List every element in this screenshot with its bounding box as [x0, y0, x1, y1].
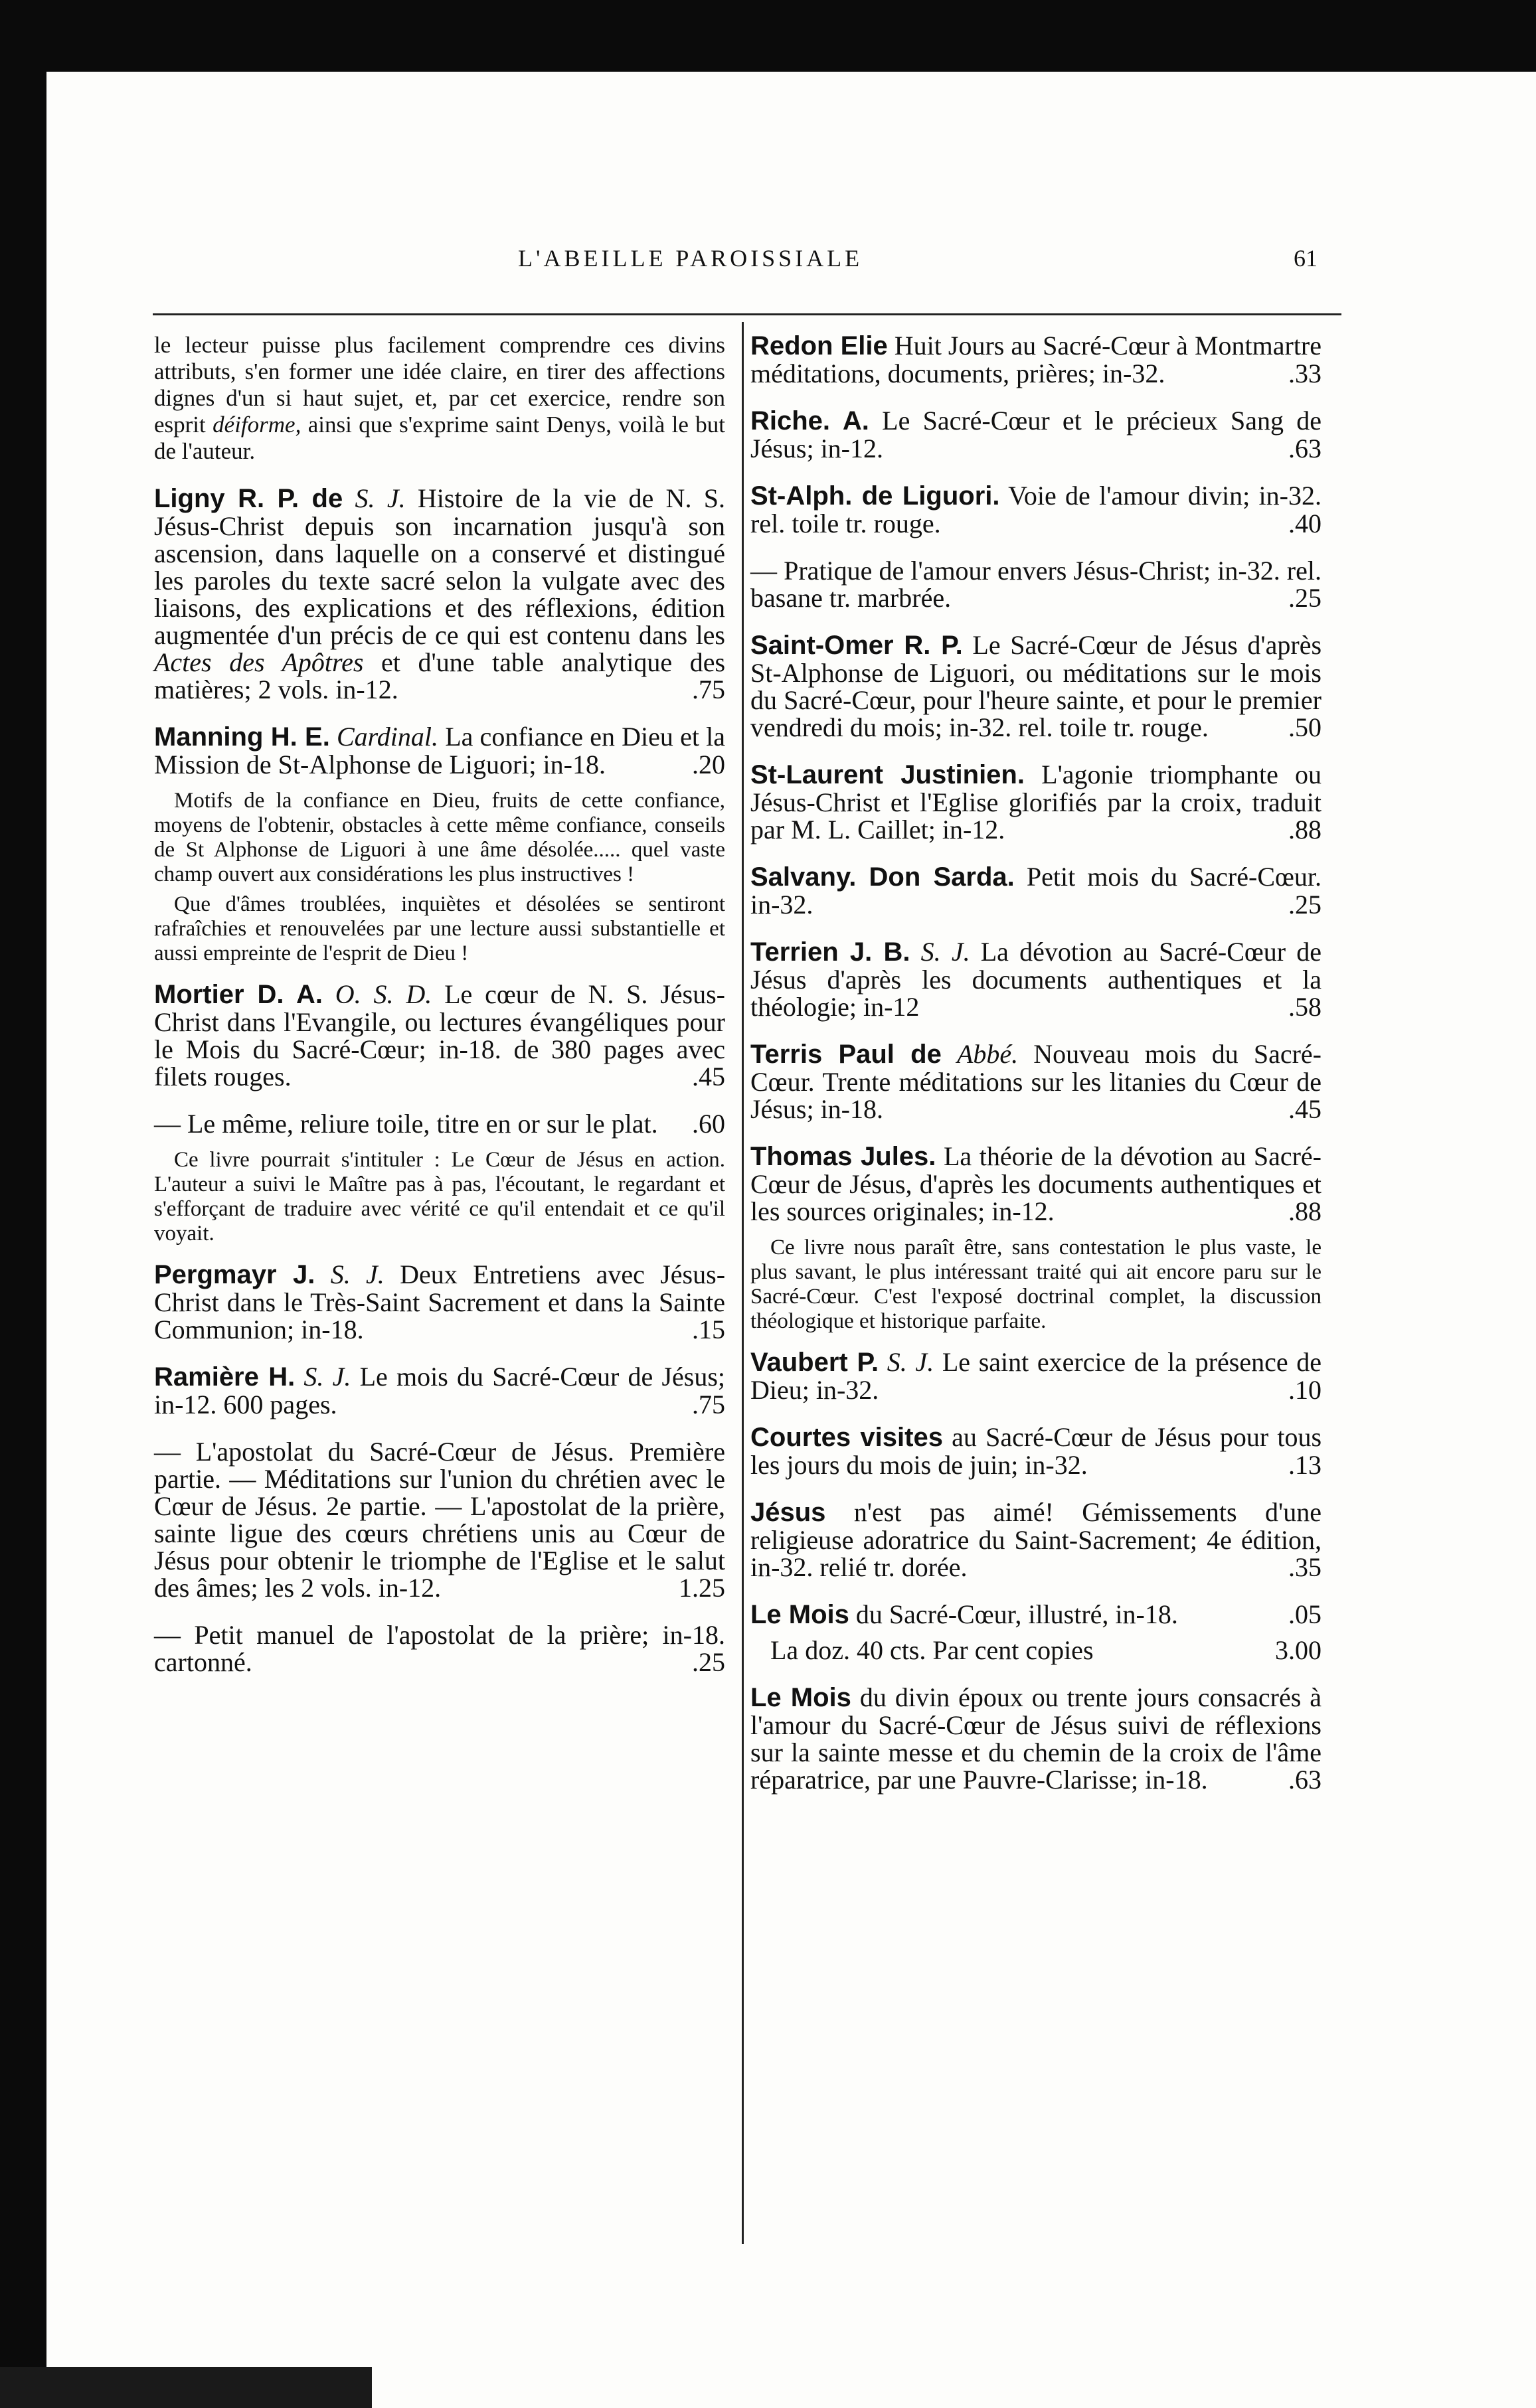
- right-column: [750, 332, 1322, 1813]
- left-column: [154, 332, 725, 1696]
- entry-author: Saint-Omer R. P.: [750, 631, 963, 660]
- catalog-entry-ligny: [154, 485, 725, 703]
- catalog-entry-le-mois-dozen: [750, 1637, 1322, 1664]
- catalog-entry-le-mois-epoux: [750, 1684, 1322, 1793]
- header-rule: [153, 313, 1341, 315]
- catalog-entry-pergmayr: [154, 1261, 725, 1343]
- entry-text: Petit mois du Sacré-Cœur. in-32.: [750, 862, 1322, 920]
- entry-price: .13: [1288, 1450, 1322, 1480]
- catalog-entry-mortier: [154, 981, 725, 1090]
- entry-author: Redon Elie: [750, 331, 888, 361]
- catalog-entry-liguori: [750, 482, 1322, 537]
- entry-text-italic: Actes des Apôtres: [154, 647, 364, 677]
- entry-price: .58: [1288, 992, 1322, 1022]
- intro-end: ainsi que s'exprime saint Denys, voilà le but de l'auteur.: [154, 412, 726, 464]
- entry-author: Le Mois: [750, 1683, 851, 1712]
- entry-text: — L'apostolat du Sacré-Cœur de Jésus. Première partie. — Méditations sur l'union du chrétien avec le Cœur de Jésus. 2e partie. — L'apostolat de la prière, sainte ligue des cœurs chrétiens unis au Cœur de Jésus pour obtenir le triomphe de l'Eglise et le salut des âmes; les 2 vols. in-12.: [154, 1437, 725, 1603]
- catalog-entry-redon: [750, 332, 1322, 387]
- catalog-entry-ramiere-manuel: [154, 1621, 725, 1676]
- entry-order: S. J.: [303, 1362, 351, 1392]
- entry-price: .60: [692, 1109, 725, 1139]
- entry-price: 3.00: [1275, 1635, 1322, 1665]
- scan-border-left: [0, 0, 46, 2408]
- entry-price: .40: [1288, 509, 1322, 538]
- page-number: 61: [1294, 245, 1318, 272]
- entry-author: Vaubert P.: [750, 1348, 879, 1377]
- entry-text: Huit Jours au Sacré-Cœur à Montmartre méditations, documents, prières; in-32.: [750, 331, 1322, 388]
- catalog-entry-justinien: [750, 761, 1322, 843]
- catalog-entry-terris: [750, 1040, 1322, 1123]
- catalog-entry-thomas: [750, 1143, 1322, 1225]
- entry-title-role: Abbé.: [956, 1039, 1019, 1069]
- entry-price: .20: [692, 750, 725, 779]
- entry-text: Le Sacré-Cœur de Jésus d'après St-Alphonse de Liguori, ou méditations sur le mois du Sacré-Cœur, pour l'heure sainte, et pour le premier vendredi du mois; in-32. rel. toile tr. rouge.: [750, 630, 1322, 742]
- entry-price: .25: [1288, 583, 1322, 613]
- entry-text: La confiance en Dieu et la Mission de St-Alphonse de Liguori; in-18.: [154, 722, 725, 779]
- catalog-entry-riche: [750, 407, 1322, 462]
- entry-price: .88: [1288, 815, 1322, 844]
- entry-price: .25: [1288, 890, 1322, 920]
- entry-note: Ce livre nous paraît être, sans contestation le plus vaste, le plus savant, le plus intéressant traité qui ait encore paru sur le Sacré-Cœur. C'est l'exposé doctrinal complet, la discussion théologique et historique parfaite.: [750, 1236, 1322, 1333]
- entry-author: Le Mois: [750, 1600, 849, 1629]
- entry-order: S. J.: [920, 937, 970, 967]
- entry-text: du divin époux ou trente jours consacrés à l'amour du Sacré-Cœur de Jésus suivi de réflexions sur la sainte messe et du chemin de la croix de l'âme réparatrice, par une Pauvre-Clarisse; in-18.: [750, 1682, 1322, 1795]
- entry-note: Motifs de la confiance en Dieu, fruits de cette confiance, moyens de l'obtenir, obstacles à cette même confiance, conseils de St Alphonse de Liguori à une âme désolée..... quel vaste champ ouvert aux considérations les plus instructives !: [154, 789, 725, 886]
- entry-price: .35: [1288, 1552, 1322, 1582]
- entry-order: S. J.: [330, 1259, 384, 1289]
- entry-author: Mortier D. A.: [154, 980, 323, 1009]
- catalog-entry-liguori-variant: [750, 557, 1322, 611]
- entry-note: Ce livre pourrait s'intituler : Le Cœur de Jésus en action. L'auteur a suivi le Maître pas à pas, l'écoutant, le regardant et s'efforçant de traduire avec vérité ce qu'il entendait et ce qu'il voyait.: [154, 1148, 725, 1245]
- entry-text: Histoire de la vie de N. S. Jésus-Christ depuis son incarnation jusqu'à son ascension, dans laquelle on a conservé et distingué les paroles du texte sacré selon la vulgate avec des liaisons, des explications et des réflexions, édition augmentée d'un précis de ce qui est contenu dans les: [154, 483, 725, 650]
- catalog-entry-vaubert: [750, 1348, 1322, 1404]
- entry-text: La dévotion au Sacré-Cœur de Jésus d'après les documents authentiques et la théologie; in-12: [750, 937, 1322, 1022]
- entry-text: n'est pas aimé! Gémissements d'une religieuse adoratrice du Saint-Sacrement; 4e édition, in-32. relié tr. dorée.: [750, 1497, 1322, 1582]
- entry-text: Le cœur de N. S. Jésus-Christ dans l'Evangile, ou lectures évangéliques pour le Mois du Sacré-Cœur; in-18. de 380 pages avec filets rouges.: [154, 979, 726, 1091]
- catalog-entry-terrien: [750, 938, 1322, 1020]
- entry-text: — Le même, reliure toile, titre en or sur le plat.: [154, 1109, 658, 1139]
- entry-price: .45: [1288, 1094, 1322, 1124]
- entry-author: Courtes visites: [750, 1423, 943, 1452]
- catalog-entry-jesus: [750, 1498, 1322, 1581]
- entry-price: .63: [1288, 1765, 1322, 1795]
- entry-text: Deux Entretiens avec Jésus-Christ dans le Très-Saint Sacrement et dans la Sainte Communion; in-18.: [154, 1259, 726, 1344]
- entry-text: — Petit manuel de l'apostolat de la prière; in-18. cartonné.: [154, 1620, 725, 1677]
- entry-price: .10: [1288, 1375, 1322, 1405]
- catalog-entry-mortier-variant: [154, 1110, 725, 1137]
- entry-price: 1.25: [679, 1573, 725, 1603]
- entry-note: Que d'âmes troublées, inquiètes et désolées se sentiront rafraîchies et renouvelées par une lecture aussi substantielle et aussi empreinte de l'esprit de Dieu !: [154, 892, 725, 965]
- entry-order: S. J.: [887, 1347, 934, 1377]
- entry-author: St-Laurent Justinien.: [750, 760, 1025, 789]
- entry-price: .50: [1288, 712, 1322, 742]
- entry-author: Ligny R. P. de: [154, 484, 343, 513]
- entry-price: .75: [692, 1390, 725, 1419]
- entry-price: .88: [1288, 1196, 1322, 1226]
- entry-text: Le mois du Sacré-Cœur de Jésus; in-12. 600 pages.: [154, 1362, 726, 1419]
- entry-text: du Sacré-Cœur, illustré, in-18.: [855, 1599, 1178, 1629]
- intro-italic: déiforme,: [213, 412, 301, 438]
- catalog-entry-ramiere-apostolat: [154, 1438, 725, 1601]
- entry-author: Thomas Jules.: [750, 1142, 936, 1171]
- catalog-entry-salvany: [750, 863, 1322, 918]
- entry-text: La doz. 40 cts. Par cent copies: [770, 1635, 1094, 1665]
- catalog-entry-manning: [154, 723, 725, 778]
- entry-order: S. J.: [355, 483, 406, 513]
- intro-text: le lecteur puisse plus facilement comprendre ces divins attributs, s'en former une idée claire, en tirer des affections dignes d'un si haut sujet, et, par cet exercice, rendre son esprit: [154, 332, 725, 438]
- entry-author: Salvany. Don Sarda.: [750, 862, 1015, 892]
- entry-author: Ramière H.: [154, 1362, 296, 1392]
- entry-author: Riche. A.: [750, 406, 869, 436]
- catalog-entry-ramiere: [154, 1363, 725, 1418]
- entry-text: La théorie de la dévotion au Sacré-Cœur de Jésus, d'après les documents authentiques et les sources originales; in-12.: [750, 1141, 1322, 1226]
- entry-price: .33: [1288, 359, 1322, 388]
- entry-price: .45: [692, 1062, 725, 1091]
- entry-author: St-Alph. de Liguori.: [750, 481, 1000, 511]
- entry-price: .25: [692, 1647, 725, 1677]
- entry-author: Manning H. E.: [154, 722, 330, 752]
- catalog-entry-courtes-visites: [750, 1423, 1322, 1479]
- entry-price: .15: [692, 1315, 725, 1344]
- entry-author: Pergmayr J.: [154, 1260, 315, 1289]
- entry-price: .63: [1288, 434, 1322, 463]
- entry-author: Jésus: [750, 1498, 826, 1527]
- entry-author: Terris Paul de: [750, 1040, 942, 1069]
- entry-price: .75: [692, 675, 725, 704]
- scan-border-top: [0, 0, 1536, 72]
- entry-text: Nouveau mois du Sacré-Cœur. Trente méditations sur les litanies du Cœur de Jésus; in-18.: [750, 1039, 1322, 1124]
- scan-border-bottom: [0, 2367, 372, 2408]
- entry-order: O. S. D.: [335, 979, 432, 1009]
- running-title: L'ABEILLE PAROISSIALE: [518, 245, 863, 272]
- column-divider: [742, 322, 744, 2244]
- catalog-entry-saint-omer: [750, 631, 1322, 741]
- entry-text: — Pratique de l'amour envers Jésus-Christ; in-32. rel. basane tr. marbrée.: [750, 556, 1322, 613]
- entry-text-end: et d'une table analytique des matières; 2 vols. in-12.: [154, 647, 726, 704]
- entry-text: au Sacré-Cœur de Jésus pour tous les jours du mois de juin; in-32.: [750, 1422, 1322, 1480]
- catalog-entry-le-mois: [750, 1601, 1322, 1629]
- intro-paragraph: [154, 332, 725, 465]
- entry-title-role: Cardinal.: [337, 722, 438, 752]
- entry-author: Terrien J. B.: [750, 937, 910, 967]
- entry-text: Voie de l'amour divin; in-32. rel. toile tr. rouge.: [750, 481, 1322, 538]
- entry-text: Le Sacré-Cœur et le précieux Sang de Jésus; in-12.: [750, 406, 1322, 463]
- entry-text: Le saint exercice de la présence de Dieu; in-32.: [750, 1347, 1322, 1405]
- entry-price: .05: [1288, 1599, 1322, 1629]
- entry-text: L'agonie triomphante ou Jésus-Christ et l'Eglise glorifiés par la croix, traduit par M. L. Caillet; in-12.: [750, 760, 1322, 844]
